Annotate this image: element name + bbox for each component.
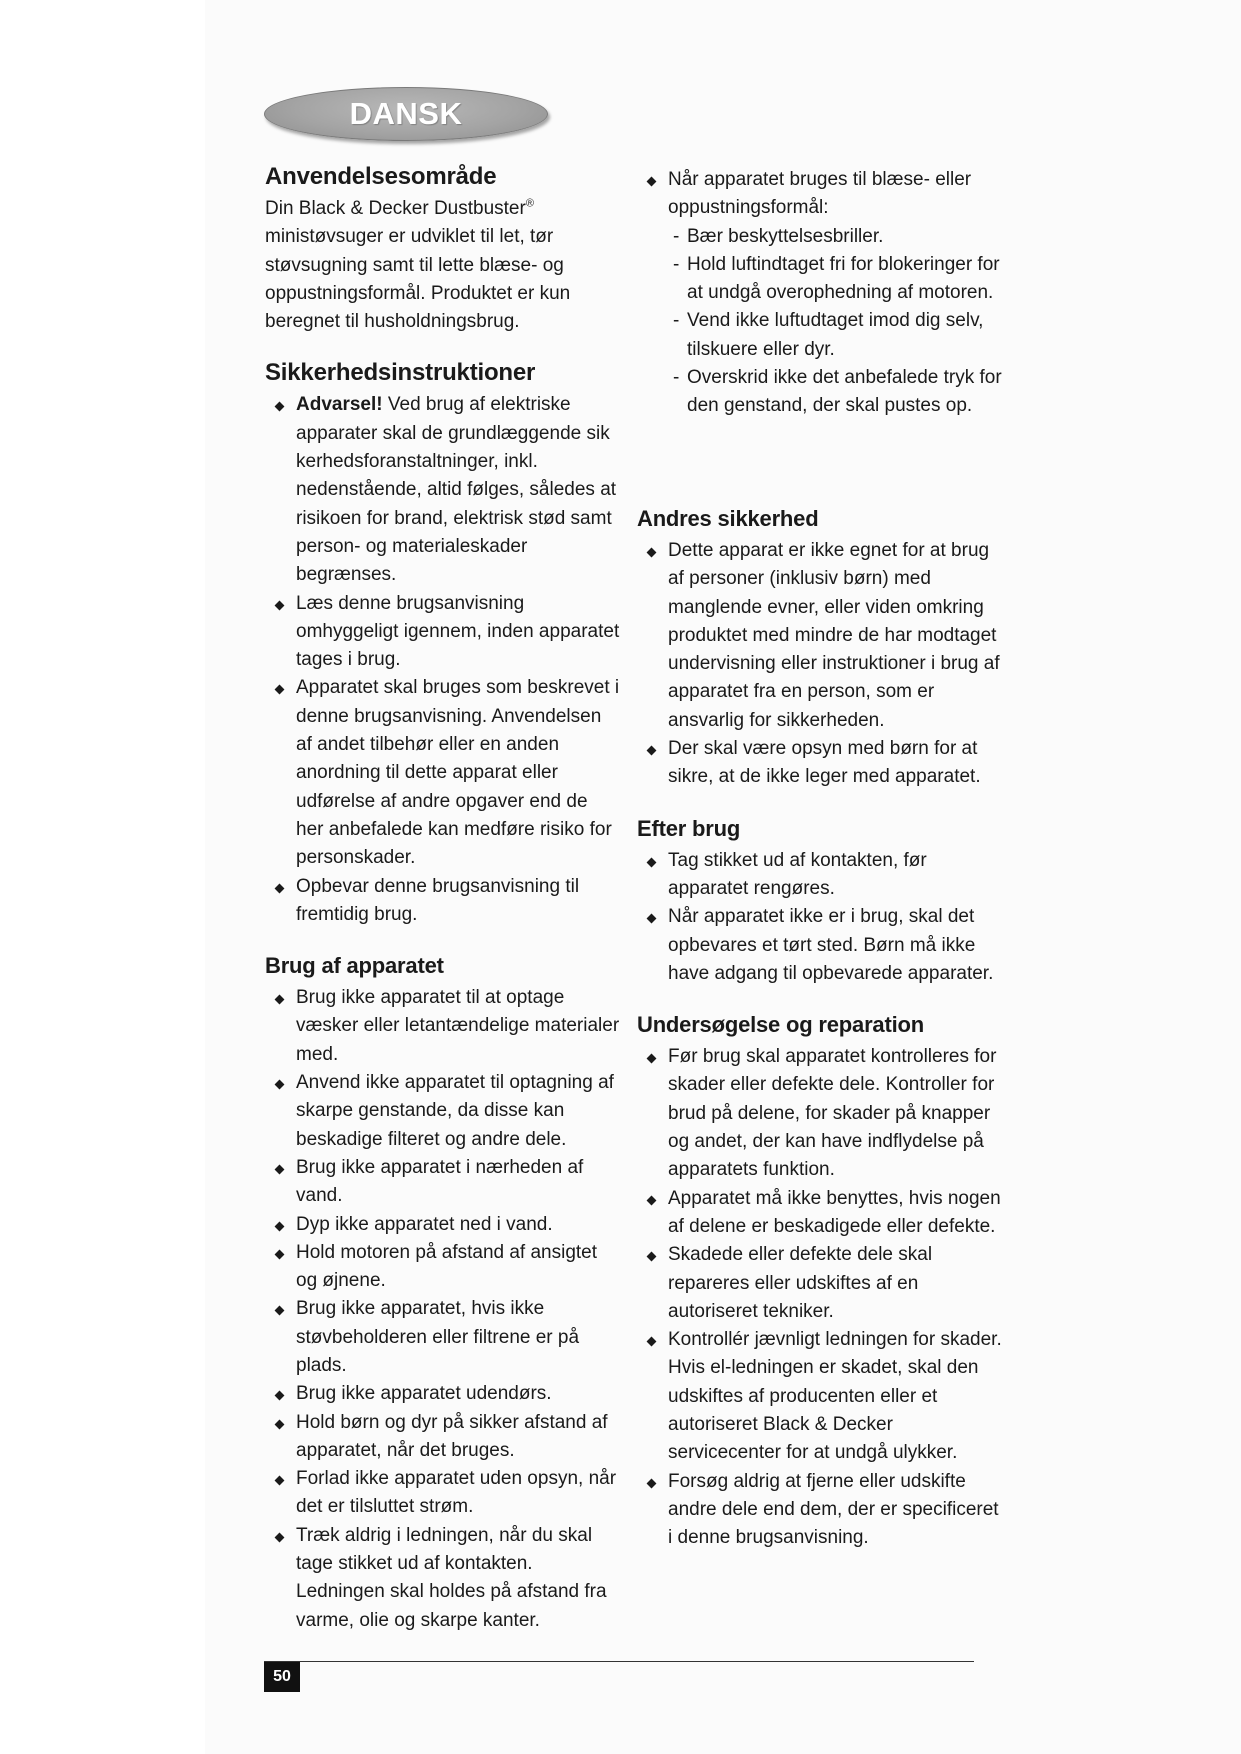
list-item-text: Før brug skal apparatet kontrolleres for skader eller defekte dele. Kontroller for brud på delene, for skader på knapper og andet, der kan have indflydelse på apparatets funktion.	[668, 1046, 997, 1181]
sublist-item	[637, 223, 1002, 251]
language-badge	[264, 87, 548, 141]
sublist-item	[637, 307, 1002, 364]
list-item-text: Læs denne brugsanvisning omhyggeligt igennem, inden apparatet tages i brug.	[296, 592, 620, 671]
list-item-text: Tag stikket ud af kontakten, før apparatet rengøres.	[668, 849, 927, 899]
diamond-bullet-icon	[275, 1164, 285, 1174]
list-item	[265, 1154, 620, 1211]
page-number	[264, 1662, 300, 1692]
list-item-text: Hold motoren på afstand af ansigtet og øjnene.	[296, 1241, 598, 1292]
list-item-text: Apparatet skal bruges som beskrevet i denne brugsanvisning. Anvendelsen af andet tilbehør eller en anden anordning til dette apparat eller udførelse af andre opgaver end de her anbefalede kan medføre risiko for personskader.	[296, 677, 620, 869]
footer-rule	[264, 1661, 974, 1662]
heading-safety-instructions: Sikkerhedsinstruktioner	[265, 359, 536, 387]
section-after-use	[637, 814, 1002, 988]
sublist-item	[637, 251, 1002, 308]
intended-use-text-end: ministøvsuger er udviklet til let, tør støvsugning samt til lette blæse- og oppustningsformål. Produktet er kun beregnet til husholdningsbrug.	[265, 226, 571, 333]
diamond-bullet-icon	[647, 1337, 657, 1347]
right-column-lower	[637, 504, 1002, 1575]
heading-usage: Brug af apparatet	[265, 953, 444, 979]
diamond-bullet-icon	[647, 177, 657, 187]
section-other-safety	[637, 504, 1002, 792]
dash-marker: -	[673, 225, 680, 247]
list-item	[265, 1069, 620, 1154]
page-number-label: 50	[273, 1668, 291, 1685]
list-item	[265, 1465, 620, 1522]
list-item	[637, 735, 1002, 792]
registered-mark: ®	[525, 197, 534, 210]
heading-inspection: Undersøgelse og reparation	[637, 1012, 924, 1038]
diamond-bullet-icon	[275, 883, 285, 893]
list-item-text: Apparatet må ikke benyttes, hvis nogen af delene er beskadigede eller defekte.	[668, 1187, 1001, 1237]
list-item	[637, 847, 1002, 904]
diamond-bullet-icon	[275, 1419, 285, 1429]
sublist-item-text: Hold luftindtaget fri for blokeringer for at undgå overophedning af motoren.	[687, 253, 1000, 304]
list-item	[637, 1241, 1002, 1326]
intended-use-text-start: Din Black & Decker Dustbuster	[265, 198, 526, 219]
section-intended-use	[265, 162, 620, 336]
after-use-list	[637, 847, 1002, 988]
safety-list	[265, 391, 620, 929]
list-item	[637, 1468, 1002, 1553]
dash-marker: -	[673, 253, 680, 275]
list-item-text: Hold børn og dyr på sikker afstand af apparatet, når det bruges.	[296, 1411, 608, 1461]
list-item	[637, 1043, 1002, 1184]
list-item-text: Dyp ikke apparatet ned i vand.	[296, 1213, 553, 1235]
diamond-bullet-icon	[275, 600, 285, 610]
list-item-text: Kontrollér jævnligt ledningen for skader. Hvis el-ledningen er skadet, skal den udskiftes af producenten eller et autoriseret Black & Decker servicecenter for at undgå ulykker.	[668, 1329, 1002, 1464]
list-item-text: Brug ikke apparatet udendørs.	[296, 1383, 552, 1405]
dash-marker: -	[673, 310, 680, 332]
heading-other-safety: Andres sikkerhed	[637, 506, 819, 531]
diamond-bullet-icon	[647, 746, 657, 756]
warning-label: Advarsel!	[296, 394, 383, 416]
list-item-text: Når apparatet bruges til blæse- eller oppustningsformål:	[668, 169, 972, 219]
left-column	[265, 162, 620, 1657]
heading-intended-use: Anvendelsesområde	[265, 163, 497, 190]
list-item	[265, 590, 620, 675]
blowing-list	[637, 166, 1002, 223]
list-item-text: Dette apparat er ikke egnet for at brug af personer (inklusiv børn) med manglende evner, eller viden omkring produktet med mindre de har modtaget undervisning eller instruktioner i brug af apparatet fra en person, som er ansvarlig for sikkerheden.	[668, 540, 1000, 731]
sublist-item	[637, 364, 1002, 421]
heading-after-use: Efter brug	[637, 815, 741, 841]
section-inspection	[637, 1010, 1002, 1552]
list-item	[265, 1409, 620, 1466]
diamond-bullet-icon	[647, 914, 657, 924]
list-item	[265, 1239, 620, 1296]
list-item-text: Skadede eller defekte dele skal repareres eller udskiftes af en autoriseret tekniker.	[668, 1244, 933, 1322]
diamond-bullet-icon	[275, 402, 285, 412]
right-column-upper	[637, 166, 1002, 421]
list-item-text: Træk aldrig i ledningen, når du skal tage stikket ud af kontakten. Ledningen skal holdes på afstand fra varme, olie og skarpe kanter.	[296, 1524, 607, 1631]
sublist-item-text: Bær beskyttelsesbriller.	[687, 225, 884, 247]
intended-use-text	[265, 195, 620, 336]
warning-text: Ved brug af elektriske apparater skal de grundlæggende sik kerhedsforanstaltninger, inkl. nedenstående, altid følges, således at risikoen for brand, elektrisk stød samt person- og materialeskader begrænses.	[296, 394, 617, 586]
other-safety-list	[637, 537, 1002, 792]
inspection-list	[637, 1043, 1002, 1552]
list-item	[265, 674, 620, 872]
section-safety-instructions	[265, 358, 620, 929]
list-item-text: Opbevar denne brugsanvisning til fremtidig brug.	[296, 875, 580, 925]
list-item-text: Brug ikke apparatet til at optage væsker eller letantændelige materialer med.	[296, 987, 620, 1065]
diamond-bullet-icon	[647, 857, 657, 867]
diamond-bullet-icon	[647, 1478, 657, 1488]
diamond-bullet-icon	[275, 1306, 285, 1316]
list-item	[265, 984, 620, 1069]
list-item-text: Brug ikke apparatet i nærheden af vand.	[296, 1156, 584, 1207]
diamond-bullet-icon	[275, 1476, 285, 1486]
list-item	[265, 1380, 620, 1408]
list-item-text: Forsøg aldrig at fjerne eller udskifte andre dele end dem, der er specificeret i denne brugsanvisning.	[668, 1470, 999, 1549]
section-usage	[265, 951, 620, 1635]
diamond-bullet-icon	[647, 548, 657, 558]
list-item	[637, 903, 1002, 988]
diamond-bullet-icon	[275, 1532, 285, 1542]
list-item	[265, 391, 620, 589]
list-item-text: Der skal være opsyn med børn for at sikre, at de ikke leger med apparatet.	[668, 738, 981, 788]
sublist-item-text: Vend ikke luftudtaget imod dig selv, tilskuere eller dyr.	[687, 310, 984, 360]
sublist-item-text: Overskrid ikke det anbefalede tryk for den genstand, der skal pustes op.	[687, 367, 1002, 417]
list-item	[265, 1211, 620, 1239]
list-item	[265, 1295, 620, 1380]
list-item-text: Når apparatet ikke er i brug, skal det opbevares et tørt sted. Børn må ikke have adgang til opbevarede apparater.	[668, 906, 994, 984]
list-item	[265, 873, 620, 930]
list-item	[637, 166, 1002, 223]
diamond-bullet-icon	[275, 995, 285, 1005]
list-item	[637, 1326, 1002, 1467]
language-badge-label: DANSK	[349, 96, 463, 131]
dash-marker: -	[673, 367, 680, 389]
usage-list	[265, 984, 620, 1635]
list-item-text: Anvend ikke apparatet til optagning af skarpe genstande, da disse kan beskadige filteret og andre dele.	[296, 1072, 614, 1150]
list-item-text: Brug ikke apparatet, hvis ikke støvbeholderen eller filtrene er på plads.	[296, 1298, 580, 1376]
diamond-bullet-icon	[275, 1249, 285, 1259]
diamond-bullet-icon	[647, 1195, 657, 1205]
list-item	[637, 1185, 1002, 1242]
diamond-bullet-icon	[275, 1080, 285, 1090]
diamond-bullet-icon	[275, 1391, 285, 1401]
list-item	[265, 1522, 620, 1635]
diamond-bullet-icon	[647, 1054, 657, 1064]
blowing-sublist	[637, 223, 1002, 421]
diamond-bullet-icon	[275, 1221, 285, 1231]
diamond-bullet-icon	[647, 1252, 657, 1262]
list-item	[637, 537, 1002, 735]
diamond-bullet-icon	[275, 685, 285, 695]
list-item-text: Forlad ikke apparatet uden opsyn, når det er tilsluttet strøm.	[296, 1468, 617, 1518]
